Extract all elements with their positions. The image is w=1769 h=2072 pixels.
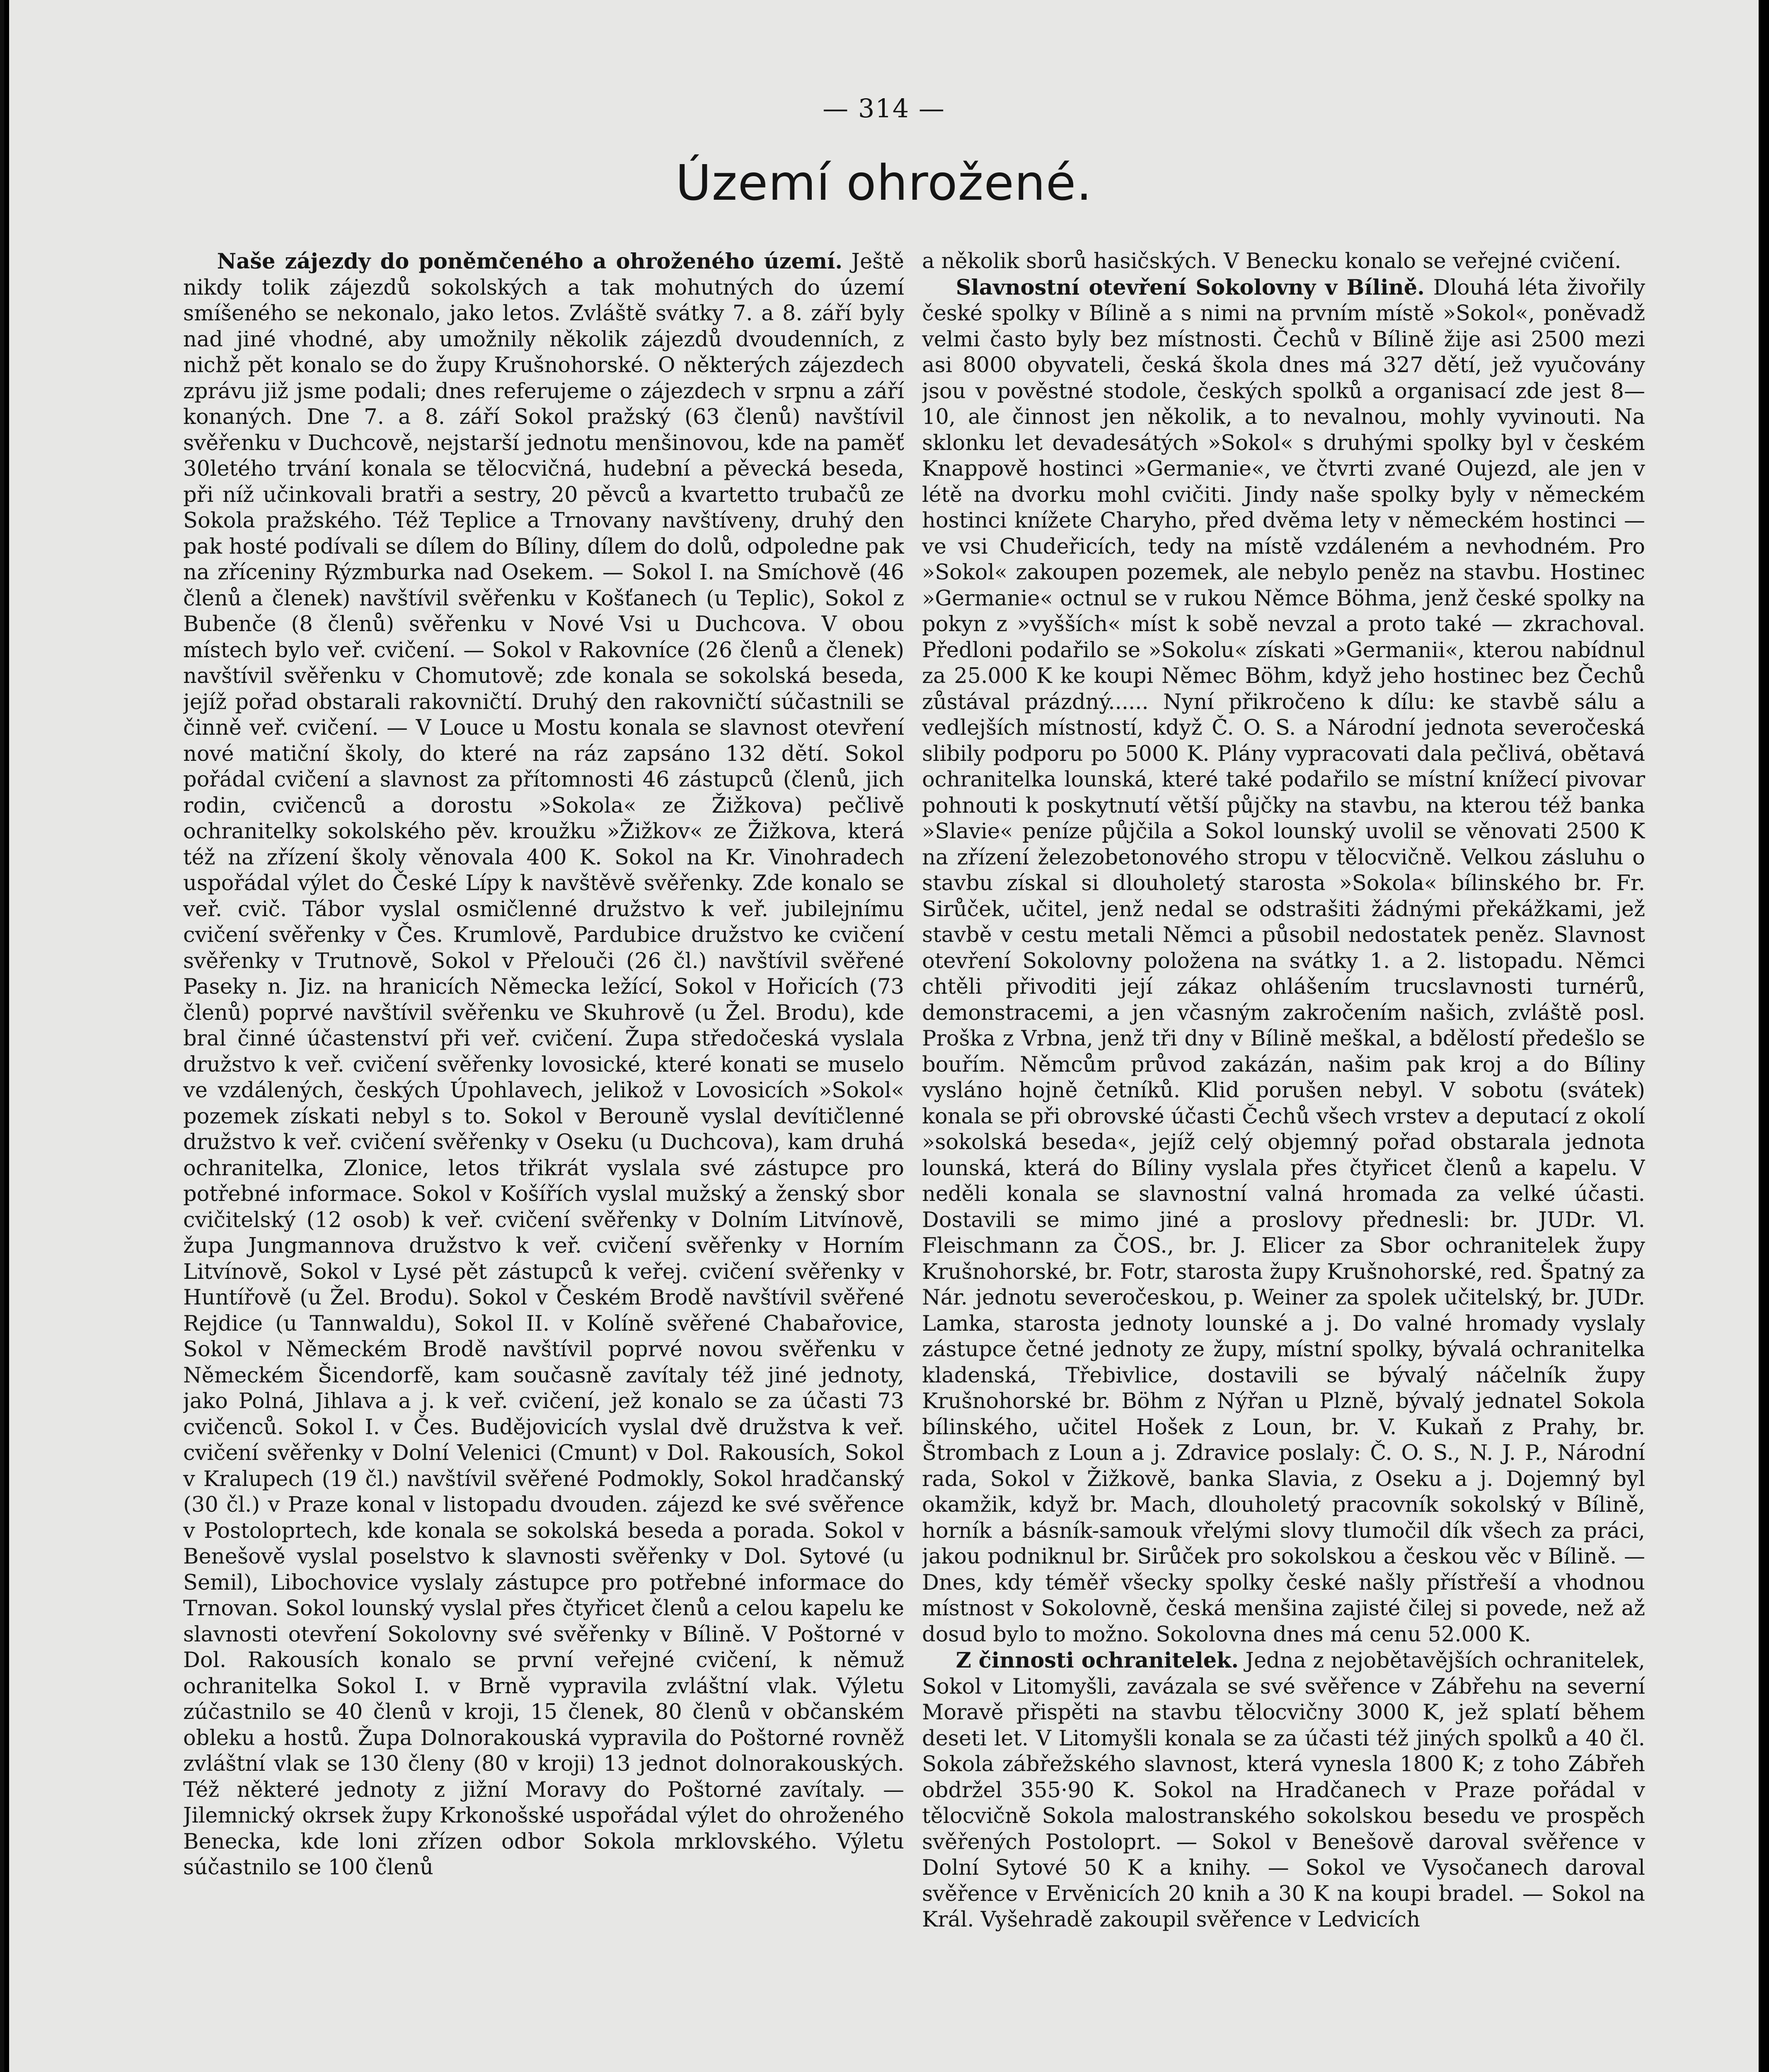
page-title: Území ohrožené. (675, 154, 1092, 211)
paragraph (922, 275, 1645, 1648)
right-column (922, 249, 1645, 2047)
paragraph (922, 1648, 1645, 1933)
paragraph-text: Dlouhá léta živořily české spolky v Bílině a s nimi na prvním místě »Sokol«, poněvadž velmi často byly bez místnosti. Čechů v Bílině žije asi 2500 mezi asi 8000 obyvateli, česká škola dnes má 327 dětí, jež vyučovány jsou v pověstné stodole, českých spolků a organisací zde jest 8—10, ale činnost jen několik, a to nevalnou, mohly vyvinouti. Na sklonku let devadesátých »Sokol« s druhými spolky byl v českém Knappově hostinci »Germanie«, ve čtvrti zvané Oujezd, ale jen v létě na dvorku mohl cvičiti. Jindy naše spolky byly v německém hostinci knížete Charyho, před dvěma lety v německém hostinci — ve vsi Chudeřicích, tedy na místě vzdáleném a nevhodném. Pro »Sokol« zakoupen pozemek, ale nebylo peněz na stavbu. Hostinec »Germanie« octnul se v rukou Němce Böhma, jenž české spolky na pokyn z »vyšších« míst k sobě nevzal a proto také — zkrachoval. Předloni podařilo se »Sokolu« získati »Germanii«, kterou nabídnul za 25.000 K ke koupi Němec Böhm, když jeho hostinec bez Čechů zůstával prázdný...... Nyní přikročeno k dílu: ke stavbě sálu a vedlejších místností, když Č. O. S. a Národní jednota severočeská slibily podporu po 5000 K. Plány vypracovati dala pečlivá, obětavá ochranitelka lounská, které také podařilo se místní knížecí pivovar pohnouti k poskytnutí větší půjčky na stavbu, na kterou též banka »Slavie« peníze půjčila a Sokol lounský uvolil se věnovati 2500 K na zřízení železobetonového stropu v tělocvičně. Velkou zásluhu o stavbu získal si dlouholetý starosta »Sokola« bílinského br. Fr. Sirůček, učitel, jenž nedal se odstrašiti žádnými překážkami, jež stavbě v cestu metali Němci a působil nedostatek peněz. Slavnost otevření Sokolovny položena na svátky 1. a 2. listopadu. Němci chtěli přivoditi její zákaz ohlášením trucslavnosti turnérů, demonstracemi, a jen včasným zakročením našich, zvláště posl. Proška z Vrbna, jenž tři dny v Bílině meškal, a bdělostí předešlo se bouřím. Němcům průvod zakázán, našim pak kroj a do Bíliny vysláno hojně četníků. Klid porušen nebyl. V sobotu (svátek) konala se při obrovské účasti Čechů všech vrstev a deputací z okolí »sokolská beseda«, jejíž celý objemný pořad obstarala jednota lounská, která do Bíliny vyslala přes čtyřicet členů a kapelu. V neděli konala se slavnostní valná hromada za velké účasti. Dostavili se mimo jiné a proslovy přednesli: br. JUDr. Vl. Fleischmann za ČOS., br. J. Elicer za Sbor ochranitelek župy Krušnohorské, br. Fotr, starosta župy Krušnohorské, red. Špatný za Nár. jednotu severočeskou, p. Weiner za spolek učitelský, br. JUDr. Lamka, starosta jednoty lounské a j. Do valné hromady vyslaly zástupce četné jednoty ze župy, místní spolky, bývalá ochranitelka kladenská, Třebivlice, dostavili se bývalý náčelník župy Krušnohorské br. Böhm z Nýřan u Plzně, bývalý jednatel Sokola bílinského, učitel Hošek z Loun, br. V. Kukaň z Prahy, br. Štrombach z Loun a j. Zdravice poslaly: Č. O. S., N. J. P., Národní rada, Sokol v Žižkově, banka Slavia, z Oseku a j. Dojemný byl okamžik, když br. Mach, dlouholetý pracovník sokolský v Bílině, horník a básník-samouk vřelými slovy tlumočil dík všech za práci, jakou podniknul br. Sirůček pro sokolskou a českou věc v Bílině. — Dnes, kdy téměř všecky spolky české našly přístřeší a vhodnou místnost v Sokolovně, česká menšina zajisté čilej si povede, než až dosud bylo to možno. Sokolovna dnes má cenu 52.000 K. (922, 275, 1645, 1647)
paragraph-lead: Z činnosti ochranitelek. (956, 1648, 1239, 1673)
left-column (183, 249, 904, 2047)
page-number: — 314 — (823, 93, 945, 123)
paragraph-text: a několik sborů hasičských. V Benecku konalo se veřejné cvičení. (922, 249, 1621, 274)
scan-edge (0, 0, 4, 2072)
paragraph (922, 249, 1645, 275)
paragraph-text: Jedna z nejobětavějších ochranitelek, Sokol v Litomyšli, zavázala se své svěřence v Zábřehu na severní Moravě přispěti na stavbu tělocvičny 3000 K, jež splatí během deseti let. V Litomyšli konala se za účasti též jiných spolků a 40 čl. Sokola zábřežského slavnost, která vynesla 1800 K; z toho Zábřeh obdržel 355·90 K. Sokol na Hradčanech v Praze pořádal v tělocvičně Sokola malostranského sokolskou besedu ve prospěch svěřených Postoloprt. — Sokol v Benešově daroval svěřence v Dolní Sytové 50 K a knihy. — Sokol ve Vysočanech daroval svěřence v Ervěnicích 20 knih a 30 K na koupi bradel. — Sokol na Král. Vyšehradě zakoupil svěřence v Ledvicích (922, 1648, 1645, 1932)
document-page (9, 0, 1759, 2072)
paragraph-lead: Naše zájezdy do poněmčeného a ohroženého území. (217, 249, 843, 274)
paragraph-lead: Slavnostní otevření Sokolovny v Bílině. (956, 275, 1425, 300)
paragraph-text: Ještě nikdy tolik zájezdů sokolských a tak mohutných do území smíšeného se nekonalo, jako letos. Zvláště svátky 7. a 8. září byly nad jiné vhodné, aby umožnily několik zájezdů dvoudenních, z nichž pět konalo se do župy Krušnohorské. O některých zájezdech zprávu již jsme podali; dnes referujeme o zájezdech v srpnu a září konaných. Dne 7. a 8. září Sokol pražský (63 členů) navštívil svěřenku v Duchcově, nejstarší jednotu menšinovou, kde na paměť 30letého trvání konala se tělocvičná, hudební a pěvecká beseda, při níž učinkovali bratři a sestry, 20 pěvců a kvartetto trubačů ze Sokola pražského. Též Teplice a Trnovany navštíveny, druhý den pak hosté podívali se dílem do Bíliny, dílem do dolů, odpoledne pak na zříceniny Rýzmburka nad Osekem. — Sokol I. na Smíchově (46 členů a členek) navštívil svěřenku v Košťanech (u Teplic), Sokol z Bubenče (8 členů) svěřenku v Nové Vsi u Duchcova. V obou místech bylo veř. cvičení. — Sokol v Rakovníce (26 členů a členek) navštívil svěřenku v Chomutově; zde konala se sokolská beseda, jejíž pořad obstarali rakovničtí. Druhý den rakovničtí súčastnili se činně veř. cvičení. — V Louce u Mostu konala se slavnost otevření nové matiční školy, do které na ráz zapsáno 132 dětí. Sokol pořádal cvičení a slavnost za přítomnosti 46 zástupců (členů, jich rodin, cvičenců a dorostu »Sokola« ze Žižkova) pečlivě ochranitelky sokolského pěv. kroužku »Žižkov« ze Žižkova, která též na zřízení školy věnovala 400 K. Sokol na Kr. Vinohradech uspořádal výlet do České Lípy k navštěvě svěřenky. Zde konalo se veř. cvič. Tábor vyslal osmičlenné družstvo k veř. jubilejnímu cvičení svěřenky v Čes. Krumlově, Pardubice družstvo ke cvičení svěřenky v Trutnově, Sokol v Přelouči (26 čl.) navštívil svěřené Paseky n. Jiz. na hranicích Německa ležící, Sokol v Hořicích (73 členů) poprvé navštívil svěřenku ve Skuhrově (u Žel. Brodu), kde bral činné účastenství při veř. cvičení. Župa středočeská vyslala družstvo k veř. cvičení svěřenky lovosické, které konati se muselo ve vzdálených, českých Úpohlavech, jelikož v Lovosicích »Sokol« pozemek získati nebyl s to. Sokol v Berouně vyslal devítičlenné družstvo k veř. cvičení svěřenky v Oseku (u Duchcova), kam druhá ochranitelka, Zlonice, letos třikrát vyslala své zástupce pro potřebné informace. Sokol v Košířích vyslal mužský a ženský sbor cvičitelský (12 osob) k veř. cvičení svěřenky v Dolním Litvínově, župa Jungmannova družstvo k veř. cvičení svěřenky v Horním Litvínově, Sokol v Lysé pět zástupců k veřej. cvičení svěřenky v Huntířově (u Žel. Brodu). Sokol v Českém Brodě navštívil svěřené Rejdice (u Tannwaldu), Sokol II. v Kolíně svěřené Chabařovice, Sokol v Německém Brodě navštívil poprvé novou svěřenku v Německém Šicendorfě, kam současně zavítaly též jiné jednoty, jako Polná, Jihlava a j. k veř. cvičení, jež konalo se za účasti 73 cvičenců. Sokol I. v Čes. Budějovicích vyslal dvě družstva k veř. cvičení svěřenky v Dolní Velenici (Cmunt) v Dol. Rakousích, Sokol v Kralupech (19 čl.) navštívil svěřené Podmokly, Sokol hradčanský (30 čl.) v Praze konal v listopadu dvouden. zájezd ke své svěřence v Postoloprtech, kde konala se sokolská beseda a porada. Sokol v Benešově vyslal poselstvo k slavnosti svěřenky v Dol. Sytové (u Semil), Libochovice vyslaly zástupce pro potřebné informace do Trnovan. Sokol lounský vyslal přes čtyřicet členů a celou kapelu ke slavnosti otevření Sokolovny své svěřenky v Bílině. V Poštorné v Dol. Rakousích konalo se první veřejné cvičení, k němuž ochranitelka Sokol I. v Brně vypravila zvláštní vlak. Výletu zúčastnilo se 40 členů v kroji, 15 členek, 80 členů v občanském obleku a hostů. Župa Dolnorakouská vypravila do Poštorné rovněž zvláštní vlak se 130 členy (80 v kroji) 13 jednot dolnorakouských. Též některé jednoty z jižní Moravy do Poštorné zavítaly. — Jilemnický okrsek župy Krkonošské uspořádal výlet do ohroženého Benecka, kde loni zřízen odbor Sokola mrklovského. Výletu súčastnilo se 100 členů (183, 249, 904, 1880)
paragraph (183, 249, 904, 1881)
